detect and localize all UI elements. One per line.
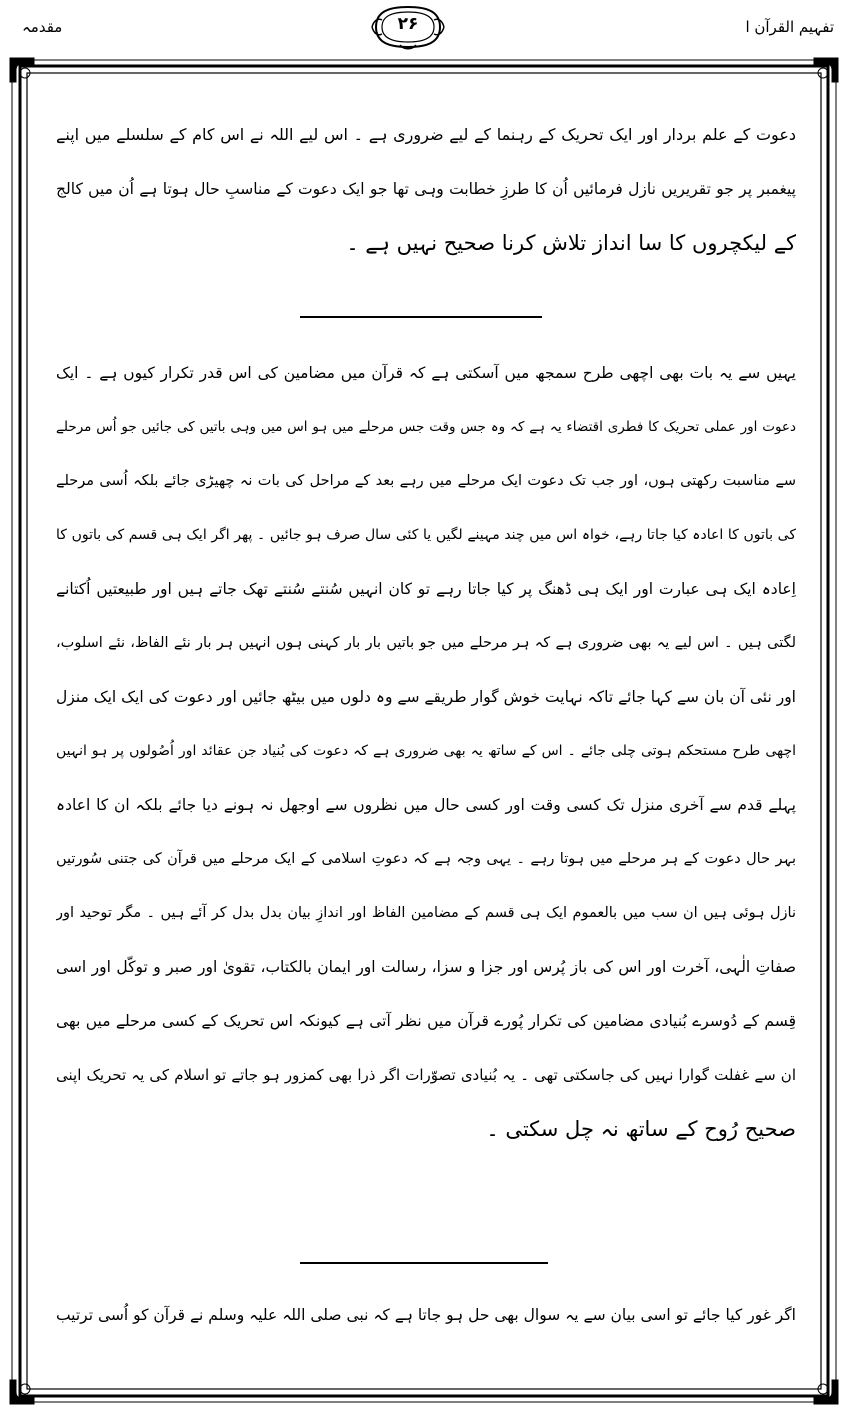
text-line: ان سے غفلت گوارا نہیں کی جاسکتی تھی ۔ یہ بُنیادی تصوّرات اگر ذرا بھی کمزور ہو جاتے تو اسلام کی یہ تحریک اپنی — [56, 1066, 796, 1084]
text-line: صفاتِ الٰہی، آخرت اور اس کی باز پُرس اور جزا و سزا، رسالت اور ایمان بالکتاب، تقویٰ اور صبر و توکّل اور اسی — [56, 958, 796, 976]
section-divider — [300, 1262, 548, 1264]
text-line: اِعادہ ایک ہی عبارت اور ایک ہی ڈھنگ پر کیا جاتا رہے تو کان انہیں سُنتے سُنتے تھک جاتے ہیں اور طبیعتیں اُکتانے — [56, 580, 796, 598]
text-line: بہر حال دعوت کے ہر مرحلے میں ہوتا رہے ۔ یہی وجہ ہے کہ دعوتِ اسلامی کے ایک مرحلے میں قرآن کی جتنی سُورتیں — [56, 851, 796, 867]
text-line: پہلے قدم سے آخری منزل تک کسی وقت اور کسی حال میں نظروں سے اوجھل نہ ہونے دیا جائے بلکہ ان کا اعادہ — [56, 796, 796, 814]
text-line: قِسم کے دُوسرے بُنیادی مضامین کی تکرار پُورے قرآن میں نظر آتی ہے کیونکہ اس تحریک کے کسی مرحلے میں بھی — [56, 1012, 796, 1030]
page-number-ornament — [370, 4, 446, 50]
text-line: اچھی طرح مستحکم ہوتی چلی جائے ۔ اس کے ساتھ یہ بھی ضروری ہے کہ دعوت کی بُنیاد جن عقائد اور اُصُولوں پر ہو انہیں — [56, 743, 796, 759]
text-line: نازل ہوئی ہیں ان سب میں بالعموم ایک ہی قسم کے مضامین الفاظ اور اندازِ بیان بدل بدل کر آئے ہیں ۔ مگر توحید اور — [56, 905, 796, 921]
text-line: کے لیکچروں کا سا انداز تلاش کرنا صحیح نہیں ہے ۔ — [346, 231, 796, 255]
text-line: یہیں سے یہ بات بھی اچھی طرح سمجھ میں آسکتی ہے کہ قرآن میں مضامین کی اس قدر تکرار کیوں ہے ۔ ایک — [56, 364, 796, 382]
running-head-book-title: تفہیم القرآن ا — [745, 18, 834, 36]
paragraph-2 — [56, 358, 796, 1168]
text-line: سے مناسبت رکھتی ہوں، اور جب تک دعوت ایک مرحلے میں رہے بعد کے مراحل کی بات نہ چھیڑی جائے بلکہ اُسی مرحلے — [56, 473, 796, 489]
text-line: اگر غور کیا جائے تو اسی بیان سے یہ سوال بھی حل ہو جاتا ہے کہ نبی صلی اللہ علیہ وسلم نے قرآن کو اُسی ترتیب — [56, 1306, 796, 1324]
text-line: لگتی ہیں ۔ اس لیے یہ بھی ضروری ہے کہ ہر مرحلے میں جو باتیں بار بار کہنی ہوں انہیں ہر بار نئے الفاظ، نئے اسلوب، — [56, 635, 796, 651]
text-line: دعوت اور عملی تحریک کا فطری اقتضاء یہ ہے کہ وہ جس وقت جس مرحلے میں ہو اس میں وہی باتیں کی جائیں جو اُس مرحلے — [56, 419, 796, 435]
section-divider — [300, 316, 542, 318]
text-line: صحیح رُوح کے ساتھ نہ چل سکتی ۔ — [486, 1117, 796, 1141]
page-number: ۲۶ — [397, 14, 419, 34]
text-line: کی باتوں کا اعادہ کیا جاتا رہے، خواہ اس میں چند مہینے لگیں یا کئی سال صرف ہو جائیں ۔ پھر اگر ایک ہی قسم کی باتوں کا — [56, 527, 796, 543]
paragraph-1 — [56, 120, 796, 282]
text-line: دعوت کے علم بردار اور ایک تحریک کے رہنما کے لیے ضروری ہے ۔ اس لیے اللہ نے اس کام کے سلسلے میں اپنے — [56, 125, 796, 144]
text-line: اور نئی آن بان سے کہا جائے تاکہ نہایت خوش گوار طریقے سے وہ دلوں میں بیٹھ جائیں اور دعوت کی ایک ایک منزل — [56, 688, 796, 706]
text-line: پیغمبر پر جو تقریریں نازل فرمائیں اُن کا طرزِ خطابت وہی تھا جو ایک دعوت کے مناسبِ حال ہوتا ہے اُن میں کالج — [56, 180, 796, 198]
paragraph-3 — [56, 1300, 796, 1354]
running-head-section: مقدمہ — [22, 18, 63, 36]
